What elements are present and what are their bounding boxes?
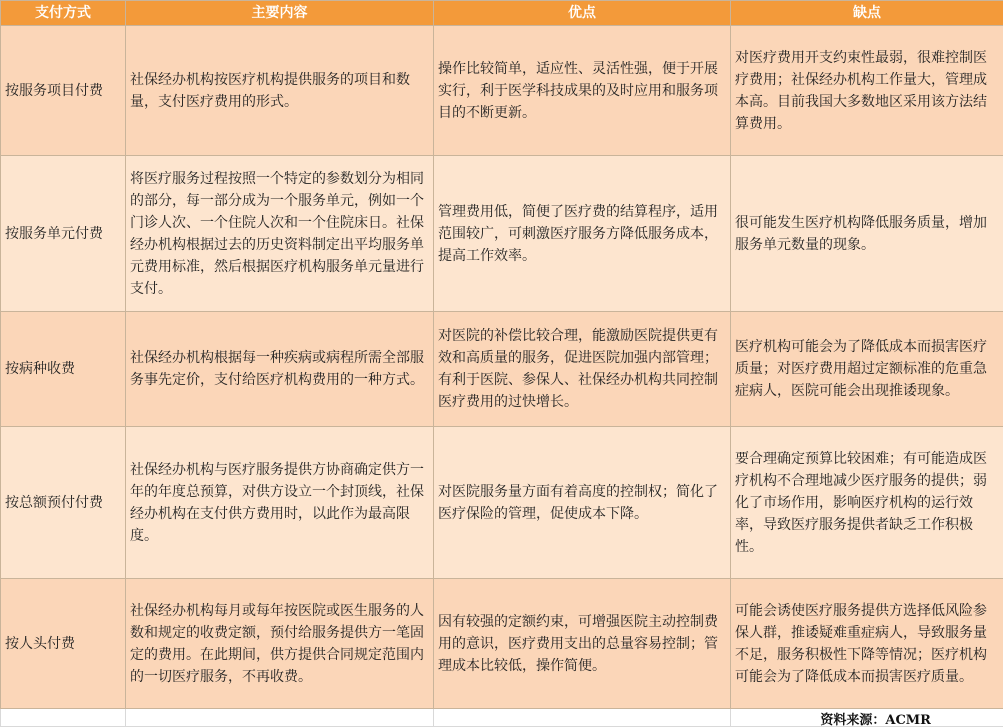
- table-row: [1, 156, 1003, 312]
- pros-cell: 操作比较简单，适应性、灵活性强，便于开展实行，利于医学科技成果的及时应用和服务项目的不断更新。: [434, 26, 731, 156]
- method-cell: 按服务单元付费: [1, 156, 126, 312]
- header-row: [1, 1, 1003, 26]
- pros-cell: 管理费用低，简便了医疗费的结算程序，适用范围较广，可刺激医疗服务方降低服务成本，提高工作效率。: [434, 156, 731, 312]
- cons-cell: 很可能发生医疗机构降低服务质量，增加服务单元数量的现象。: [731, 156, 1003, 312]
- footer-cell: [1, 709, 126, 727]
- content-cell: 社保经办机构按医疗机构提供服务的项目和数量，支付医疗费用的形式。: [126, 26, 434, 156]
- source-note: 资料来源：ACMR: [820, 709, 931, 728]
- table-row: [1, 312, 1003, 427]
- content-cell: 社保经办机构每月或每年按医院或医生服务的人数和规定的收费定额，预付给服务提供方一笔固定的费用。在此期间，供方提供合同规定范围内的一切医疗服务，不再收费。: [126, 579, 434, 709]
- cons-cell: 要合理确定预算比较困难；有可能造成医疗机构不合理地减少医疗服务的提供；弱化了市场作用，影响医疗机构的运行效率，导致医疗服务提供者缺乏工作积极性。: [731, 427, 1003, 579]
- table-row: [1, 579, 1003, 709]
- content-cell: 将医疗服务过程按照一个特定的参数划分为相同的部分，每一部分成为一个服务单元，例如一个门诊人次、一个住院人次和一个住院床日。社保经办机构根据过去的历史资料制定出平均服务单元费用标准，然后根据医疗机构服务单元量进行支付。: [126, 156, 434, 312]
- method-cell: 按服务项目付费: [1, 26, 126, 156]
- table-row: [1, 427, 1003, 579]
- content-cell: 社保经办机构根据每一种疾病或病程所需全部服务事先定价，支付给医疗机构费用的一种方式。: [126, 312, 434, 427]
- header-content: 主要内容: [126, 1, 434, 26]
- footer-cell: [126, 709, 434, 727]
- pros-cell: 因有较强的定额约束，可增强医院主动控制费用的意识，医疗费用支出的总量容易控制；管理成本比较低，操作简便。: [434, 579, 731, 709]
- table-row: [1, 26, 1003, 156]
- pros-cell: 对医院的补偿比较合理，能激励医院提供更有效和高质量的服务，促进医院加强内部管理；有利于医院、参保人、社保经办机构共同控制医疗费用的过快增长。: [434, 312, 731, 427]
- cons-cell: 可能会诱使医疗服务提供方选择低风险参保人群，推诿疑难重症病人，导致服务量不足，服务积极性下降等情况；医疗机构可能会为了降低成本而损害医疗质量。: [731, 579, 1003, 709]
- method-cell: 按病种收费: [1, 312, 126, 427]
- content-cell: 社保经办机构与医疗服务提供方协商确定供方一年的年度总预算，对供方设立一个封顶线，社保经办机构在支付供方费用时，以此作为最高限度。: [126, 427, 434, 579]
- pros-cell: 对医院服务量方面有着高度的控制权；简化了医疗保险的管理，促使成本下降。: [434, 427, 731, 579]
- method-cell: 按人头付费: [1, 579, 126, 709]
- method-cell: 按总额预付付费: [1, 427, 126, 579]
- header-method: 支付方式: [1, 1, 126, 26]
- cons-cell: 医疗机构可能会为了降低成本而损害医疗质量；对医疗费用超过定额标准的危重急症病人，医院可能会出现推诿现象。: [731, 312, 1003, 427]
- footer-cell: [434, 709, 731, 727]
- cons-cell: 对医疗费用开支约束性最弱，很难控制医疗费用；社保经办机构工作量大，管理成本高。目前我国大多数地区采用该方法结算费用。: [731, 26, 1003, 156]
- header-cons: 缺点: [731, 1, 1003, 26]
- header-pros: 优点: [434, 1, 731, 26]
